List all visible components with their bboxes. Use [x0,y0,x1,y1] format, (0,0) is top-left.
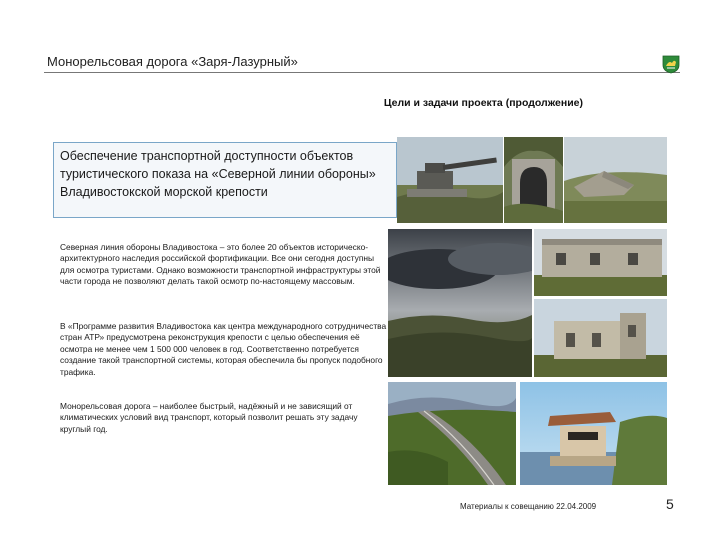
tunnel-entrance-photo [504,137,563,223]
footer-note: Материалы к совещанию 22.04.2009 [460,502,597,511]
coastal-gun-photo [397,137,503,223]
city-coat-of-arms-icon [661,54,681,74]
section-subtitle: Цели и задачи проекта (продолжение) [383,97,583,109]
paragraph-northern-line: Северная линия обороны Владивостока – это более 20 объектов историческо-архитектурного наследия российской фортификации. Все они сегодня доступны для осмотра туристами. Однако возможности транспортной инфраструктуры этой части города не позволяют делать такой осмотр по-настоящему массовым. [60,242,381,287]
highlight-text: Обеспечение транспортной доступности объектов туристического показа на «Северной линии обороны» Владивостокской морской крепости [60,149,376,199]
page-title: Монорельсовая дорога «Заря-Лазурный» [47,54,298,69]
fort-ramparts-photo [564,137,667,223]
header-divider [44,72,680,73]
fort-ruins-photo [534,299,667,377]
fort-building-photo [534,229,667,296]
coastal-bunker-photo [520,382,667,485]
paragraph-monorail: Монорельсовая дорога – наиболее быстрый, надёжный и не зависящий от климатических условий вид транспорт, который позволит решать эту задачу круглый год. [60,401,358,434]
page-number: 5 [666,496,674,512]
paragraph-development-program: В «Программе развития Владивостока как центра международного сотрудничества стран АТР» предусмотрена реконструкция крепости с целью обеспечения её осмотра не менее чем 1 500 000 человек в год. Соответственно потребуется создание такой транспортной системы, которая обеспечила бы пропуск подобного трафика. [60,321,387,377]
coastal-road-photo [388,382,516,485]
